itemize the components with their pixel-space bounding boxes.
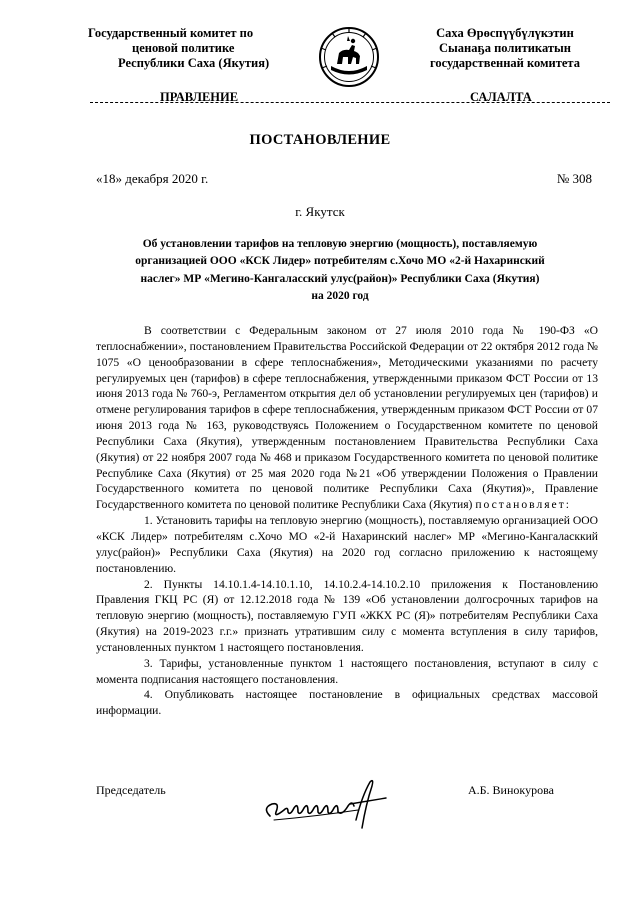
decree-item: 4. Опубликовать настоящее постановление в официальных средствах массовой информации. [96,688,598,718]
coat-of-arms-emblem-icon [318,26,380,88]
decree-item: 1. Установить тарифы на тепловую энергию (мощность), поставляемую организацией ООО «КСК Лидер» потребителям с.Хочо МО «2-й Нахаринский наслег» МР «Мегино-Кангаласккий улус(район)» Республики Саха (Якутия) на 2020 год согласно приложению к настоящему постановлению. [96,514,598,575]
header-left-department: ПРАВЛЕНИЕ [160,90,239,104]
header-right-line: Сыанаҕа политикатын [439,41,571,55]
decree-item: 2. Пункты 14.10.1.4-14.10.1.10, 14.10.2.4-14.10.2.10 приложения к Постановлению Правления ГКЦ РС (Я) от 12.12.2018 года № 139 «Об установлении долгосрочных тарифов на тепловую энергию (мощность), поставляемую ГУП «ЖКХ РС (Я)» потребителям Республики Саха (Якутия) на 2019-2023 г.г.» признать утратившим силу с момента вступления в силу тарифов, установленных пунктом 1 настоящего постановления. [96,577,598,654]
signer-role: Председатель [96,783,166,797]
handwritten-signature-icon [258,776,393,838]
signer-name: А.Б. Винокурова [468,783,554,797]
subject-line: на 2020 год [311,290,369,303]
document-body [96,323,598,719]
document-number: № 308 [556,171,592,186]
decree-item: 3. Тарифы, установленные пунктом 1 настоящего постановления, вступают в силу с момента подписания настоящего постановления. [96,656,598,686]
header-left-line: Республики Саха (Якутия) [118,56,270,70]
header-right-line: государственнай комитета [430,56,580,70]
subject-line: наслег» МР «Мегино-Кангаласский улус(район)» Республики Саха (Якутия) [140,272,540,285]
preamble-text: В соответствии с Федеральным законом от 27 июля 2010 года № 190-ФЗ «О теплоснабжении», постановлением Правительства Российской Федерации от 22 октября 2012 года № 1075 «О ценообразовании в сфере теплоснабжения», Методическими указаниями по расчету регулируемых цен (тарифов) в сфере теплоснабжения, утвержденными приказом ФСТ России от 13 июня 2013 года № 760-э, Регламентом открытия дел об установлении регулируемых цен (тарифов) и отмене регулирования тарифов в сфере теплоснабжения, утвержденным приказом ФСТ России от 07 июня 2013 года № 163, руководствуясь Положением о Государственном комитете по ценовой Республики Саха (Якутия), утвержденным постановлением Правительства Республики Саха (Якутия) от 22 ноября 2007 года № 468 и приказом Государственного комитета по ценовой политике Республике Саха (Якутия) от 25 мая 2020 года №21 «Об утверждении Положения о Правлении Государственного комитета по ценовой политике Республики Саха (Якутия)», Правление Государственного комитета по ценовой политике Республики Саха (Якутия) [96,324,598,512]
subject-line: Об установлении тарифов на тепловую энергию (мощность), поставляемую [142,238,538,250]
preamble-paragraph [96,323,598,513]
subject-line: организацией ООО «КСК Лидер» потребителям с.Хочо МО «2-й Нахаринский [135,255,545,268]
document-title: ПОСТАНОВЛЕНИЕ [249,132,391,148]
header-right-organization [400,26,610,71]
document-subject [100,236,580,306]
decree-word: постановляет: [475,498,571,512]
header-left-line: Государственный комитет по [88,26,254,40]
header-left-line: ценовой политике [132,41,235,55]
document-date: «18» декабря 2020 г. [96,171,209,186]
header-left-organization [88,26,298,71]
document-city: г. Якутск [295,204,345,219]
header-right-department: САЛАЛТА [470,90,532,104]
header-divider [90,102,610,103]
header-right-line: Саха Өрөспүүбүлүкэтин [436,26,574,40]
